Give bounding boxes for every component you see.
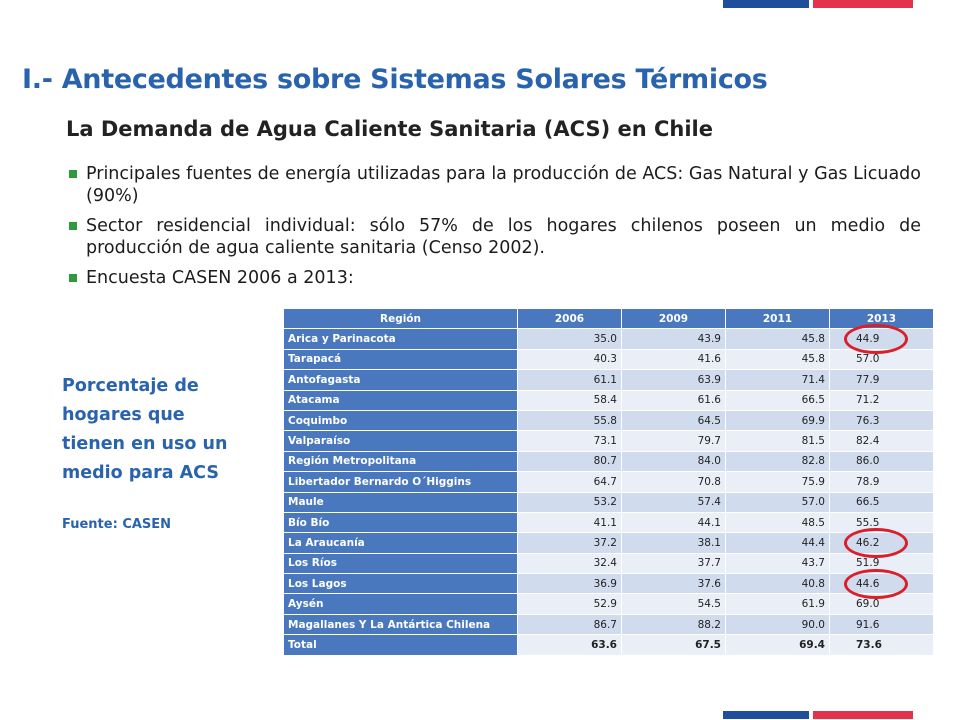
bullet-item <box>66 267 921 289</box>
region-cell: Arica y Parinacota <box>284 329 518 349</box>
table-row <box>284 574 934 594</box>
value-cell: 45.8 <box>726 349 830 369</box>
region-cell: Libertador Bernardo O´Higgins <box>284 472 518 492</box>
casen-table <box>283 308 934 656</box>
value-cell: 57.0 <box>830 349 934 369</box>
value-cell: 58.4 <box>518 390 622 410</box>
value-cell: 44.9 <box>830 329 934 349</box>
region-cell: Total <box>284 635 518 655</box>
region-cell: Aysén <box>284 594 518 614</box>
value-cell: 66.5 <box>830 492 934 512</box>
value-cell: 35.0 <box>518 329 622 349</box>
value-cell: 78.9 <box>830 472 934 492</box>
flag-bar-top <box>723 0 913 8</box>
value-cell: 46.2 <box>830 533 934 553</box>
header-cell: 2013 <box>830 309 934 329</box>
value-cell: 71.2 <box>830 390 934 410</box>
region-cell: Maule <box>284 492 518 512</box>
table-row <box>284 349 934 369</box>
table-row <box>284 512 934 532</box>
value-cell: 79.7 <box>622 431 726 451</box>
value-cell: 44.1 <box>622 512 726 532</box>
slide-subtitle: La Demanda de Agua Caliente Sanitaria (ACS) en Chile <box>66 117 714 141</box>
value-cell: 40.8 <box>726 574 830 594</box>
region-cell: Magallanes Y La Antártica Chilena <box>284 614 518 634</box>
region-cell: Bío Bío <box>284 512 518 532</box>
region-cell: Los Lagos <box>284 574 518 594</box>
value-cell: 55.8 <box>518 410 622 430</box>
value-cell: 44.6 <box>830 574 934 594</box>
value-cell: 54.5 <box>622 594 726 614</box>
value-cell: 64.5 <box>622 410 726 430</box>
value-cell: 43.9 <box>622 329 726 349</box>
flag-red-segment <box>813 711 913 719</box>
value-cell: 40.3 <box>518 349 622 369</box>
table-row <box>284 533 934 553</box>
value-cell: 91.6 <box>830 614 934 634</box>
square-bullet-icon <box>69 222 77 230</box>
value-cell: 37.7 <box>622 553 726 573</box>
value-cell: 38.1 <box>622 533 726 553</box>
value-cell: 84.0 <box>622 451 726 471</box>
value-cell: 73.6 <box>830 635 934 655</box>
value-cell: 82.4 <box>830 431 934 451</box>
flag-blue-segment <box>723 0 809 8</box>
value-cell: 32.4 <box>518 553 622 573</box>
slide-title: I.- Antecedentes sobre Sistemas Solares Térmicos <box>22 64 768 95</box>
square-bullet-icon <box>69 170 77 178</box>
value-cell: 86.0 <box>830 451 934 471</box>
value-cell: 61.9 <box>726 594 830 614</box>
table-row <box>284 614 934 634</box>
value-cell: 41.1 <box>518 512 622 532</box>
value-cell: 66.5 <box>726 390 830 410</box>
table-caption: Porcentaje de hogares que tienen en uso un medio para ACS <box>62 376 228 483</box>
value-cell: 44.4 <box>726 533 830 553</box>
table-total-row <box>284 635 934 655</box>
header-cell: 2006 <box>518 309 622 329</box>
table-row <box>284 451 934 471</box>
header-cell: 2011 <box>726 309 830 329</box>
value-cell: 70.8 <box>622 472 726 492</box>
value-cell: 64.7 <box>518 472 622 492</box>
value-cell: 82.8 <box>726 451 830 471</box>
value-cell: 77.9 <box>830 370 934 390</box>
value-cell: 61.6 <box>622 390 726 410</box>
region-cell: Coquimbo <box>284 410 518 430</box>
value-cell: 57.4 <box>622 492 726 512</box>
value-cell: 41.6 <box>622 349 726 369</box>
region-cell: Atacama <box>284 390 518 410</box>
value-cell: 63.9 <box>622 370 726 390</box>
value-cell: 63.6 <box>518 635 622 655</box>
table-body <box>284 329 934 655</box>
bullet-text: Principales fuentes de energía utilizadas para la producción de ACS: Gas Natural y Gas Licuado (90%) <box>86 164 921 206</box>
value-cell: 51.9 <box>830 553 934 573</box>
value-cell: 57.0 <box>726 492 830 512</box>
value-cell: 80.7 <box>518 451 622 471</box>
value-cell: 86.7 <box>518 614 622 634</box>
flag-blue-segment <box>723 711 809 719</box>
source-note: Fuente: CASEN <box>62 517 172 532</box>
table-row <box>284 553 934 573</box>
bullet-text: Encuesta CASEN 2006 a 2013: <box>86 268 354 288</box>
flag-red-segment <box>813 0 913 8</box>
value-cell: 90.0 <box>726 614 830 634</box>
bullet-text: Sector residencial individual: sólo 57% de los hogares chilenos poseen un medio de producción de agua caliente sanitaria (Censo 2002). <box>86 216 921 258</box>
value-cell: 71.4 <box>726 370 830 390</box>
value-cell: 55.5 <box>830 512 934 532</box>
value-cell: 81.5 <box>726 431 830 451</box>
flag-bar-bottom <box>723 711 913 719</box>
value-cell: 48.5 <box>726 512 830 532</box>
table-row <box>284 390 934 410</box>
table-header-row <box>284 309 934 329</box>
bullet-item <box>66 215 921 259</box>
value-cell: 88.2 <box>622 614 726 634</box>
value-cell: 52.9 <box>518 594 622 614</box>
value-cell: 37.6 <box>622 574 726 594</box>
value-cell: 75.9 <box>726 472 830 492</box>
square-bullet-icon <box>69 274 77 282</box>
value-cell: 73.1 <box>518 431 622 451</box>
table-row <box>284 492 934 512</box>
value-cell: 45.8 <box>726 329 830 349</box>
region-cell: Antofagasta <box>284 370 518 390</box>
value-cell: 61.1 <box>518 370 622 390</box>
table-row <box>284 370 934 390</box>
value-cell: 37.2 <box>518 533 622 553</box>
table-row <box>284 410 934 430</box>
value-cell: 36.9 <box>518 574 622 594</box>
region-cell: La Araucanía <box>284 533 518 553</box>
value-cell: 67.5 <box>622 635 726 655</box>
table-row <box>284 329 934 349</box>
value-cell: 76.3 <box>830 410 934 430</box>
region-cell: Los Ríos <box>284 553 518 573</box>
table-row <box>284 472 934 492</box>
value-cell: 69.0 <box>830 594 934 614</box>
table-row <box>284 431 934 451</box>
bullet-list <box>66 163 921 297</box>
bullet-item <box>66 163 921 207</box>
header-cell: Región <box>284 309 518 329</box>
header-cell: 2009 <box>622 309 726 329</box>
value-cell: 69.4 <box>726 635 830 655</box>
region-cell: Tarapacá <box>284 349 518 369</box>
value-cell: 53.2 <box>518 492 622 512</box>
value-cell: 69.9 <box>726 410 830 430</box>
region-cell: Valparaíso <box>284 431 518 451</box>
value-cell: 43.7 <box>726 553 830 573</box>
table-row <box>284 594 934 614</box>
region-cell: Región Metropolitana <box>284 451 518 471</box>
